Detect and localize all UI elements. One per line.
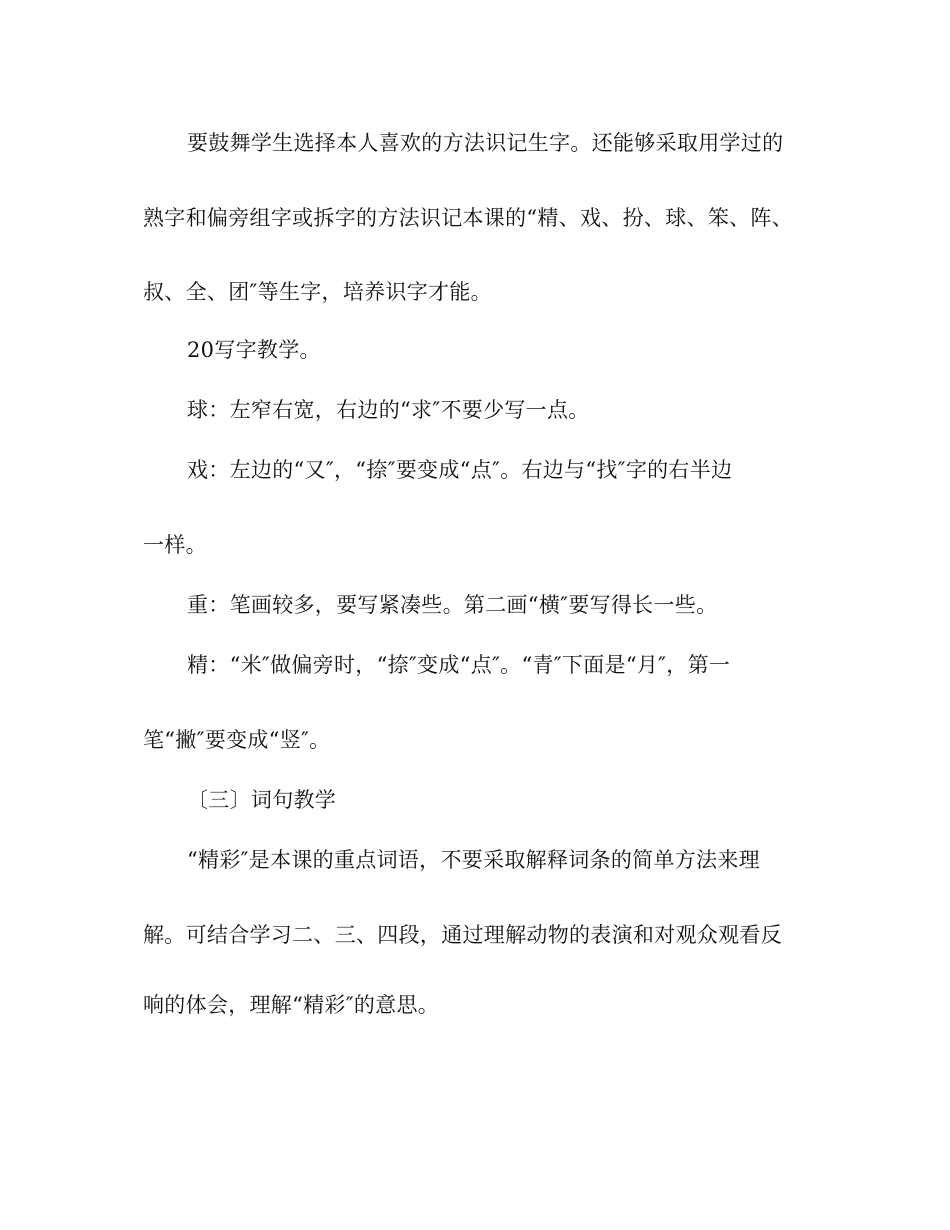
paragraph-line: 熟字和偏旁组字或拆字的方法识记本课的“精、戏、扮、球、笨、阵、 bbox=[143, 206, 794, 230]
paragraph-line: 20写字教学。 bbox=[187, 338, 321, 362]
paragraph-line: 解。可结合学习二、三、四段，通过理解动物的表演和对观众观看反 bbox=[143, 923, 782, 947]
paragraph-line: 叔、全、团″等生字，培养识字才能。 bbox=[143, 280, 492, 304]
section-heading: 〔三〕词句教学 bbox=[187, 788, 337, 812]
paragraph-line: 响的体会，理解“精彩″的意思。 bbox=[143, 993, 440, 1017]
paragraph-line: 重：笔画较多，要写紧凑些。第二画“横″要写得长一些。 bbox=[187, 593, 718, 617]
paragraph-line: 戏：左边的“又″，“捺″要变成“点″。右边与“找″字的右半边 bbox=[187, 458, 733, 482]
paragraph-line: 精：“米″做偏旁时，“捺″变成“点″。“青″下面是“月″，第一 bbox=[187, 653, 731, 677]
paragraph-line: “精彩″是本课的重点词语，不要采取解释词条的简单方法来理 bbox=[187, 848, 760, 872]
paragraph-line: 笔“撇″要变成“竖″。 bbox=[143, 728, 331, 752]
paragraph-line: 一样。 bbox=[143, 533, 207, 557]
paragraph-line: 球：左窄右宽，右边的“求″不要少写一点。 bbox=[187, 398, 590, 422]
paragraph-line: 要鼓舞学生选择本人喜欢的方法识记生字。还能够采取用学过的 bbox=[187, 131, 784, 155]
